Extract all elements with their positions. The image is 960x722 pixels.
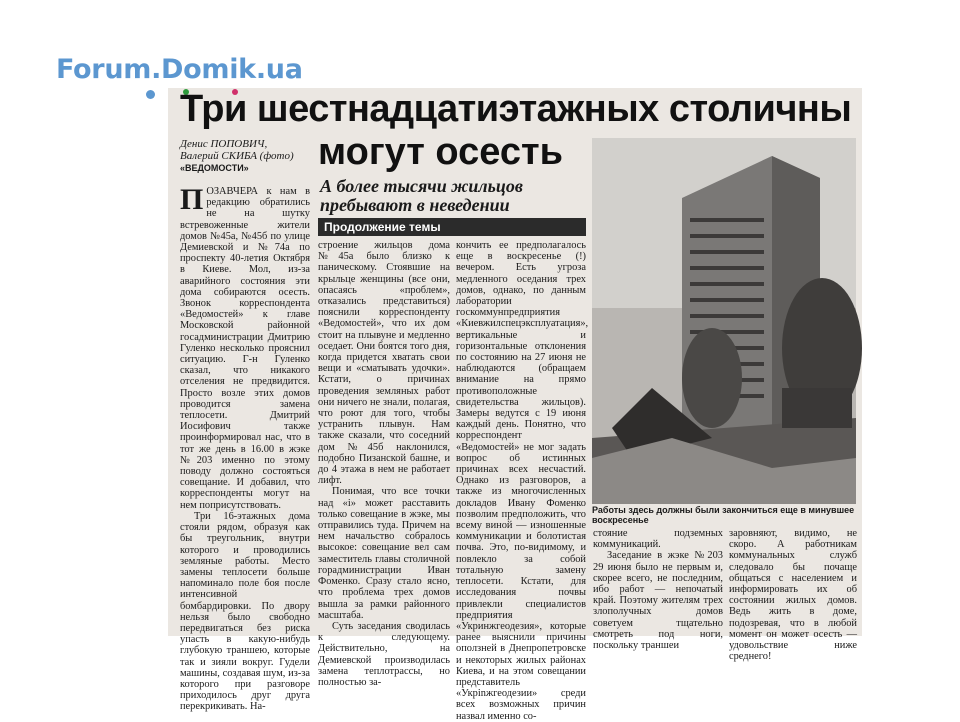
column-1-paragraph-1: ОЗАВЧЕРА к нам в редакцию обратились не на шутку встревоженные жители домов №45а, №45б по улице Демиевской и №74а по проспекту 40-летия Октября в Киеве. Мол, из-за аварийного состояния эти дома собираются осесть. Звонок корреспондента «Ведомостей» к главе Московской районной госадминистрации Дмитрию Гуленко несколько прояснил ситуацию. Г-н Гуленко сказал, что никакого отселения не предвидится. Просто возле этих домов проводится замена теплосети. Дмитрий Иосифович также проинформировал нас, что в тот же день в 16.00 в жэке №203 именно по этому поводу должно состояться совещание. И добавил, что корреспонденты могут на нем поприсутствовать. [180,186,310,511]
column-4-paragraph-2: Заседание в жэке №203 29 июня было не первым и, скорее всего, не последним, ибо работ — непочатый край. Поэтому жителям трех злополучных домов советуем тщательно смотреть под ноги, поскольку траншеи [593,550,723,652]
column-2-paragraph-2: Понимая, что все точки над «і» может расставить только совещание в жэке, мы отправились туда. Причем на нем начальство собралось высокое: совещание вел сам заместитель главы столичной горадминистрации Иван Фоменко. Сразу стало ясно, что проблема трех домов вышла за рамки районного масштаба. [318,486,450,621]
column-2-paragraph-1: строение жильцов дома №45а было близко к паническому. Стоявшие на крыльце женщины (все они, опасаясь «проблем», отказались представиться) пояснили корреспонденту «Ведомостей», что их дом стоит на плывуне и медленно оседает. Они боятся того дня, когда придется хватать свои вещи и «сматывать удочки». Кстати, о причинах проведения земляных работ они ничего не знали, полагая, что роют для того, чтобы устранить плывун. Нам также сказали, что соседний дом №45б наклонился, подобно Пизанской башне, и до 4 этажа в нем не работает лифт. [318,240,450,487]
publication-name: «ВЕДОМОСТИ» [180,163,249,173]
column-4-paragraph-1: стояние подземных коммуникаций. [593,528,723,551]
column-2-paragraph-3: Суть заседания сводилась к следующему. Действительно, на Демиевской производилась замена теплотрассы, но полностью за- [318,620,450,688]
article-column-3-bottom [456,528,586,632]
article-column-2 [318,240,450,688]
article-column-3 [456,240,589,722]
watermark-dot [146,90,155,99]
column-5-paragraph: заровняют, видимо, не скоро. А работникам коммунальных служб следовало бы почаще общаться с населением и информировать их об состоянии жилых домов. Ведь жить в доме, подозревая, что в любой момент он может осесть — удовольствие ниже среднего! [729,528,857,663]
photo-caption: Работы здесь должны были закончиться еще в минувшее воскресенье [592,505,855,525]
dropcap: П [180,183,204,216]
headline-line-2: могут осесть [318,131,563,173]
author-2: Валерий СКИБА (фото) [180,150,294,162]
subheadline: А более тысячи жильцов пребывают в неведении [320,176,523,215]
article-column-5 [729,528,857,663]
article-column-4 [593,528,723,652]
watermark-logo: Forum.Domik.ua [56,54,303,85]
building-photo [592,138,856,504]
rubric-bar: Продолжение темы [318,218,586,236]
column-3-paragraph: кончить ее предполагалось еще в воскресенье (!) вечером. Есть угроза медленного оседания трех домов, однако, по данным лаборатории госкоммунпредприятия «Киевжилспецэксплуатация», вертикальные и горизонтальные отклонения по состоянию на 27 июня не наблюдаются (обращаем внимание на прямо противоположные свидетельства жильцов). Замеры ведутся с 19 июня каждый день. Понятно, что корреспондент «Ведомостей» не мог задать вопрос об истинных причинах всех несчастий. Однако из разговоров, а также из многочисленных докладов Ивану Фоменко позволим предположить, что всему виной — изношенные коммуникации и болотистая почва. Это, по-видимому, и повлекло за собой тотальную замену теплосети. Кстати, для исследования почвы привлекли специалистов предприятия «Укринжгеодезия», которые ранее выяснили причины оползней в Днепропетровске и некоторых жилых районах Киева, и на этом совещании представитель «Укрinжгеодезии» среди всех возможных причин назвал именно со- [456,240,589,722]
byline [180,138,294,174]
author-1: Денис ПОПОВИЧ, [180,138,268,150]
article-column-1 [180,183,310,713]
headline-line-1: Три шестнадцатиэтажных столичны [180,88,852,130]
column-1-paragraph-2: Три 16-этажных дома стояли рядом, образуя как бы треугольник, внутри которого и проводились земляные работы. Место замены теплосети больше напоминало поле боя после интенсивной бомбардировки. По двору нельзя было свободно передвигаться без риска упасть в какую-нибудь глубокую траншею, которые так и зияли вокруг. Гудели машины, создавая шум, из-за которого при разговоре приходилось друг друга перекрикивать. На- [180,510,310,713]
